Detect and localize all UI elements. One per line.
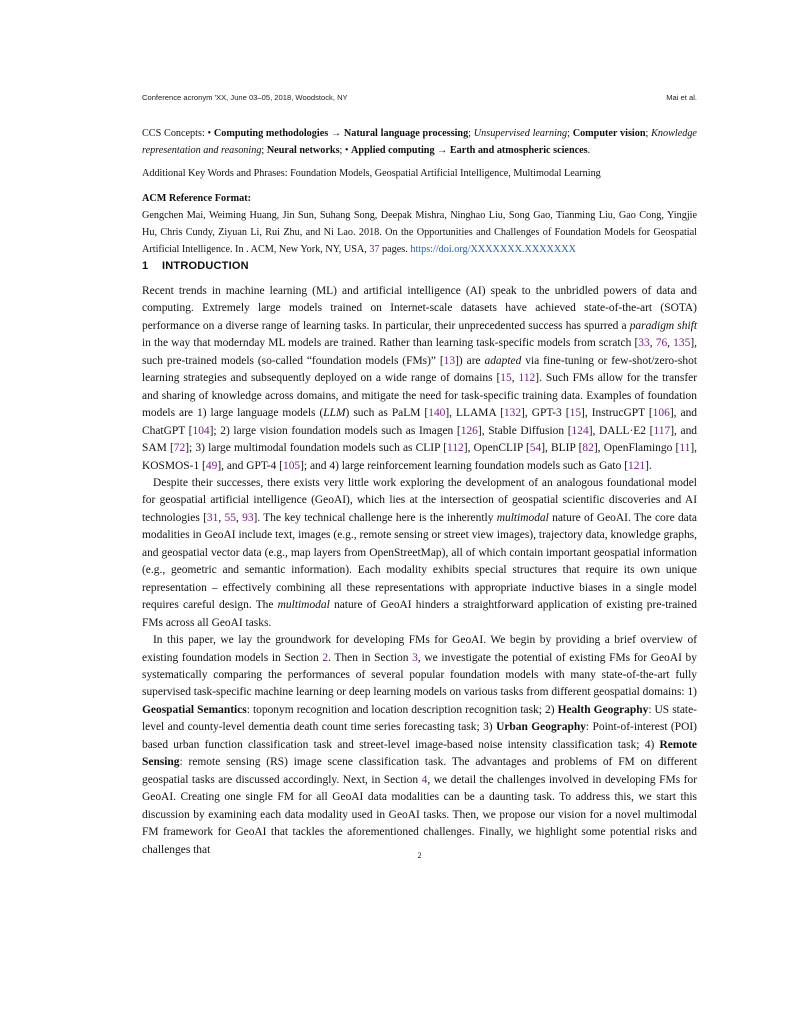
text-run: ]. The key technical challenge here is the inherently (253, 511, 497, 524)
text-run: ; (468, 128, 474, 139)
citation-link[interactable]: 11 (679, 442, 691, 455)
bold-text: Computing methodologies → Natural language processing (213, 128, 469, 139)
text-run: , (218, 511, 225, 524)
citation-link[interactable]: 76 (655, 337, 668, 350)
bold-text: Applied computing → Earth and atmospheric sciences (351, 145, 588, 156)
text-run: , (235, 511, 243, 524)
text-run: Despite their successes, there exists very little work exploring the development of an analogous foundational model for geospatial artificial intelligence (GeoAI), which lies at the intersection of geospatial scientific discoveries and AI technologies [ (142, 476, 697, 524)
text-run: ], KOSMOS-1 [ (142, 442, 697, 472)
citation-link[interactable]: 37 (369, 244, 380, 255)
italic-text: multimodal (496, 511, 549, 524)
paragraph (142, 632, 697, 859)
citation-link[interactable]: 13 (443, 354, 456, 367)
text-run: Recent trends in machine learning (ML) and artificial intelligence (AI) speak to the unbridled powers of data and computing. Extremely large models trained on Internet-scale datasets have achieved state-of-the-art (SOTA) performance on a diverse range of learning tasks. In particular, their unprecedented success has spurred a (142, 285, 697, 332)
citation-link[interactable]: 3 (412, 651, 418, 664)
text-run: ; (261, 145, 267, 156)
italic-text: adapted (484, 354, 522, 367)
text-run: ], BLIP [ (541, 442, 583, 455)
text-run: . (587, 145, 591, 156)
text-run: , (649, 337, 656, 350)
citation-link[interactable]: 112 (518, 372, 536, 385)
text-run: , we detail the challenges involved in developing FMs for GeoAI. Creating one single FM for all GeoAI data modalities can be a daunting task. To address this, we start this discussion by examining each data modality used in GeoAI tasks. Then, we propose our vision for a novel multimodal FM framework for GeoAI that tackles the aforementioned challenges. Finally, we highlight some potential risks and challenges that (142, 773, 698, 856)
text-run: ) such as PaLM [ (345, 407, 429, 420)
text-run: , (667, 337, 674, 350)
citation-link[interactable]: 126 (460, 424, 478, 437)
bold-text: Health Geography (557, 703, 649, 716)
text-run: in the way that modernday ML models are trained. Rather than learning task-specific models from scratch [ (142, 337, 639, 350)
italic-text: paradigm shift (629, 319, 697, 332)
running-header-authors: Mai et al. (666, 93, 697, 102)
citation-link[interactable]: 2 (322, 651, 329, 664)
citation-link[interactable]: 132 (503, 407, 522, 420)
text-run: ], OpenFlamingo [ (593, 442, 680, 455)
text-run: ; (645, 128, 652, 139)
text-run: ], Stable Diffusion [ (477, 424, 572, 437)
text-run: ], InstrucGPT [ (581, 407, 653, 420)
text-run: In this paper, we lay the groundwork for developing FMs for GeoAI. We begin by providing a brief overview of existing foundation models in Section (142, 634, 697, 664)
text-run: CCS Concepts: • (142, 128, 214, 139)
citation-link[interactable]: 31 (206, 511, 219, 524)
citation-link[interactable]: 140 (428, 407, 446, 420)
text-run: ], OpenCLIP [ (463, 442, 530, 455)
page-number: 2 (417, 851, 422, 860)
italic-text: Knowledge representation and reasoning (142, 128, 697, 156)
citation-link[interactable]: 54 (529, 442, 542, 455)
bold-text: Neural networks (266, 145, 340, 156)
text-run: ], and ChatGPT [ (142, 407, 698, 437)
text-run: ], and SAM [ (142, 424, 698, 455)
italic-text: multimodal (277, 599, 330, 612)
text-run: ], such pre-trained models (so-called “foundation models (FMs)” [ (142, 337, 697, 367)
text-run: : Point-of-interest (POI) based urban function classification task and street-level image-based noise intensity classification task; 4) (142, 721, 697, 751)
text-run: ], GPT-3 [ (521, 407, 570, 420)
text-run: : US state-level and county-level dementia death count time series forecasting task; 3) (142, 703, 697, 734)
introduction-body (142, 283, 697, 859)
text-run: , we investigate the potential of existing FMs for GeoAI by systematically comparing the performances of several popular foundation models with many state-of-the-art fully supervised task-specific machine learning or deep learning models on various tasks from different geospatial domains: 1) (142, 651, 697, 699)
citation-link[interactable]: 4 (421, 773, 428, 786)
text-run: pages. (379, 244, 411, 255)
text-run: ]) are (455, 354, 485, 367)
bold-text: Geospatial Semantics (142, 703, 247, 716)
bold-text: Computer vision (572, 128, 646, 139)
citation-link[interactable]: 33 (638, 337, 650, 350)
citation-link[interactable]: 55 (224, 511, 236, 524)
text-run: Additional Key Words and Phrases: Foundation Models, Geospatial Artificial Intelligence, Multimodal Learning (142, 168, 601, 179)
text-run: , (511, 372, 519, 385)
bold-text: Urban Geography (496, 721, 586, 734)
citation-link[interactable]: 72 (173, 442, 186, 455)
text-run: ]; 3) large multimodal foundation models such as CLIP [ (185, 442, 448, 455)
citation-link[interactable]: 104 (192, 424, 210, 437)
text-run: ], and GPT-4 [ (217, 459, 283, 472)
text-run: via fine-tuning or few-shot/zero-shot learning strategies and subsequently deployed on a wide range of domains [ (142, 354, 697, 385)
citation-link[interactable]: 15 (569, 407, 582, 420)
paragraph (142, 475, 697, 632)
bold-text: Remote Sensing (142, 738, 697, 769)
italic-text: Unsupervised learning (473, 128, 568, 139)
citation-link[interactable]: 15 (500, 372, 512, 385)
text-run: ], LLAMA [ (445, 407, 504, 420)
doi-link[interactable]: https://doi.org/XXXXXXX.XXXXXXX (410, 244, 576, 255)
citation-link[interactable]: 105 (282, 459, 301, 472)
section-heading (142, 260, 249, 272)
section-number: 1 (142, 260, 149, 272)
text-run: ], DALL·E2 [ (588, 424, 654, 437)
citation-link[interactable]: 121 (628, 459, 646, 472)
citation-link[interactable]: 124 (571, 424, 589, 437)
text-run: ]. Such FMs allow for the transfer and sharing of knowledge across domains, and mitigate the need for task-specific training data. Examples of foundation models are 1) large language models ( (142, 372, 698, 420)
keywords (142, 165, 697, 182)
citation-link[interactable]: 112 (447, 442, 464, 455)
text-run: : remote sensing (RS) image scene classification task. The advantages and problems of FM on different geospatial tasks are discussed accordingly. Next, in Section (142, 756, 697, 786)
text-run: ; (567, 128, 573, 139)
text-run: ]; and 4) large reinforcement learning foundation models such as Gato [ (300, 459, 628, 472)
text-run: . Then in Section (328, 651, 413, 664)
text-run: ]; 2) large vision foundation models such as Imagen [ (209, 424, 461, 437)
running-header (142, 93, 697, 102)
text-run: ; • (339, 145, 352, 156)
acm-reference-format (142, 190, 697, 258)
paragraph (142, 283, 697, 475)
ccs-concepts (142, 125, 697, 159)
text-run: Gengchen Mai, Weiming Huang, Jin Sun, Suhang Song, Deepak Mishra, Ninghao Liu, Song Gao, Tianming Liu, Gao Cong, Yingjie Hu, Chris Cundy, Ziyuan Li, Rui Zhu, and Ni Lao. 2018. On the Opportunities and Challenges of Foundation Models for Geospatial Artificial Intelligence. In . ACM, New York, NY, USA, (142, 210, 697, 255)
text-run: nature of GeoAI. The core data modalities in GeoAI include text, images (e.g., remote sensing or street view images), trajectory data, knowledge graphs, and geospatial vector data (e.g., map layers from OpenStreetMap), all of which contain important geospatial information (e.g., geometric and semantic information). Each modality exhibits special structures that require its own unique representation – effectively combining all these representations with appropriate inductive biases in a single model requires careful design. The (142, 511, 697, 612)
text-run: : toponym recognition and location description recognition task; 2) (246, 703, 558, 716)
italic-text: LLM (323, 407, 346, 420)
running-header-venue: Conference acronym 'XX, June 03–05, 2018, Woodstock, NY (142, 93, 348, 102)
citation-link[interactable]: 82 (582, 442, 594, 455)
citation-link[interactable]: 117 (653, 424, 671, 437)
acm-reference-title: ACM Reference Format: (142, 193, 251, 204)
citation-link[interactable]: 106 (652, 407, 670, 420)
citation-link[interactable]: 93 (242, 511, 254, 524)
citation-link[interactable]: 49 (205, 459, 218, 472)
acm-reference-citation (142, 207, 697, 258)
text-run: nature of GeoAI hinders a straightforward application of existing pre-trained FMs across all GeoAI tasks. (142, 599, 697, 629)
text-run: ]. (645, 459, 652, 472)
citation-link[interactable]: 135 (673, 337, 691, 350)
section-title: INTRODUCTION (162, 260, 249, 272)
